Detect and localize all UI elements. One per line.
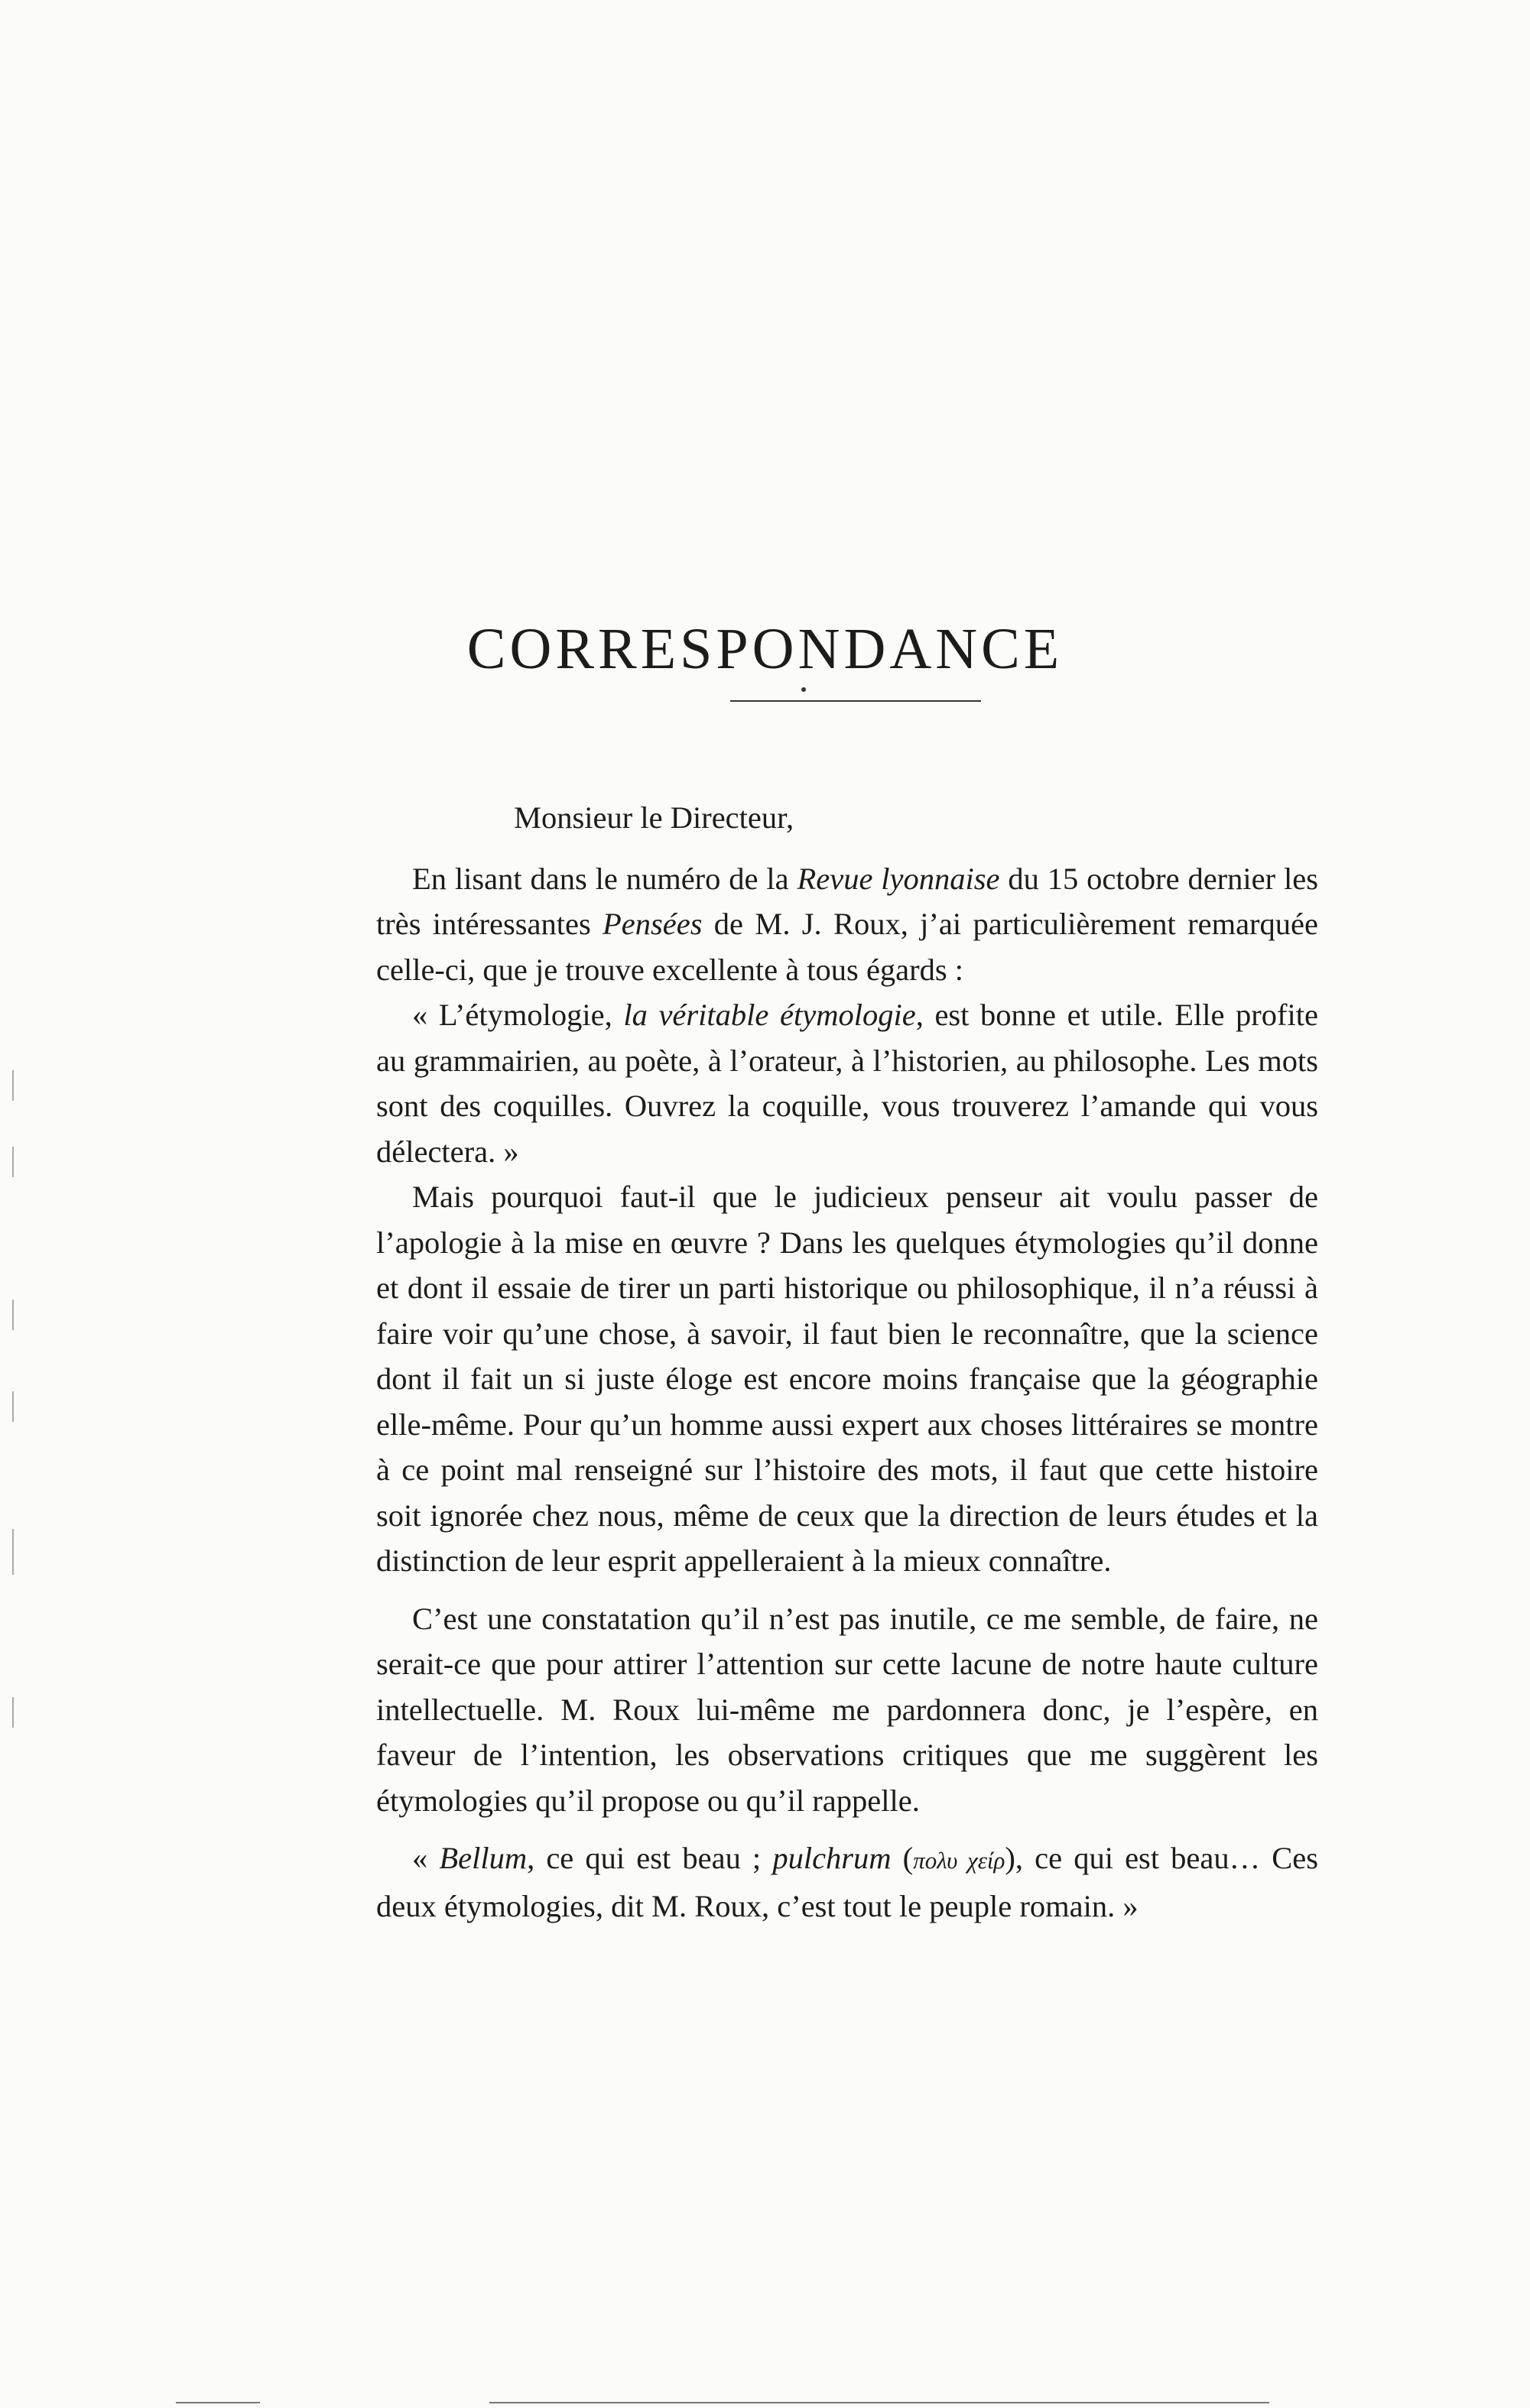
title-divider xyxy=(730,700,981,702)
paragraph xyxy=(376,856,1318,993)
text-run: , ce qui est beau ; xyxy=(527,1841,773,1875)
margin-mark xyxy=(12,1529,14,1575)
text-run: Mais pourquoi faut-il que le judicieux penseur ait voulu passer de l’apologie à la mise en œuvre ? Dans les quelques étymologies qu’il donne et dont il essaie de tirer un parti historique ou philosophique, il n’a réussi à faire voir qu’une chose, à savoir, il faut bien le reconnaître, que la science dont il fait un si juste éloge est encore moins française que la géographie elle-même. Pour qu’un homme aussi expert aux choses littéraires se montre à ce point mal renseigné sur l’histoire des mots, il faut que cette histoire soit ignorée chez nous, même de ceux que la direction de leurs études et la distinction de leur esprit appelleraient à la mieux connaître. xyxy=(376,1180,1318,1578)
text-run: ( xyxy=(891,1841,914,1875)
bottom-edge-rule xyxy=(176,2402,260,2403)
text-run: En lisant dans le numéro de la xyxy=(412,861,797,896)
paragraph xyxy=(376,992,1318,1174)
margin-mark xyxy=(12,1147,14,1177)
salutation: Monsieur le Directeur, xyxy=(514,800,794,835)
paragraph xyxy=(376,1174,1318,1584)
greek-text: πολυ χείρ xyxy=(913,1847,1005,1874)
italic-text: la véritable étymologie xyxy=(623,998,916,1032)
margin-mark xyxy=(12,1391,14,1422)
margin-mark xyxy=(12,1300,14,1330)
text-run: , est bonne et utile. Elle profite au grammairien, au poète, à l’orateur, à l’historien, au philosophe. Les mots sont des coquilles. Ouvrez la coquille, vous trouverez l’amande qui vous délectera. » xyxy=(376,998,1318,1169)
margin-mark xyxy=(12,1697,14,1728)
italic-text: Bellum xyxy=(439,1841,528,1875)
paragraph xyxy=(376,1835,1318,1929)
text-run: ), ce qui est beau… Ces deux étymologies, dit M. Roux, c’est tout le peuple romain. » xyxy=(376,1841,1318,1923)
italic-text: Revue lyonnaise xyxy=(797,861,1000,896)
paragraph xyxy=(376,1596,1318,1824)
text-run: « L’étymologie, xyxy=(412,998,624,1032)
italic-text: Pensées xyxy=(603,907,703,941)
text-run: de M. J. Roux, j’ai particulièrement remarquée celle-ci, que je trouve excellente à tous égards : xyxy=(376,907,1318,987)
text-run: C’est une constatation qu’il n’est pas inutile, ce me semble, de faire, ne serait-ce que pour attirer l’attention sur cette lacune de notre haute culture intellectuelle. M. Roux lui-même me pardonnera donc, je l’espère, en faveur de l’intention, les observations critiques que me suggèrent les étymologies qu’il propose ou qu’il rappelle. xyxy=(376,1601,1318,1818)
bottom-edge-rule xyxy=(489,2402,1269,2403)
italic-text: pulchrum xyxy=(772,1841,892,1875)
margin-mark xyxy=(12,1070,14,1101)
letter-body xyxy=(376,795,1318,1929)
page-title: CORRESPONDANCE xyxy=(466,616,1064,681)
text-run: du 15 octobre dernier les très intéressantes xyxy=(376,861,1318,941)
divider-dot xyxy=(801,687,806,692)
text-run: « xyxy=(412,1841,440,1875)
